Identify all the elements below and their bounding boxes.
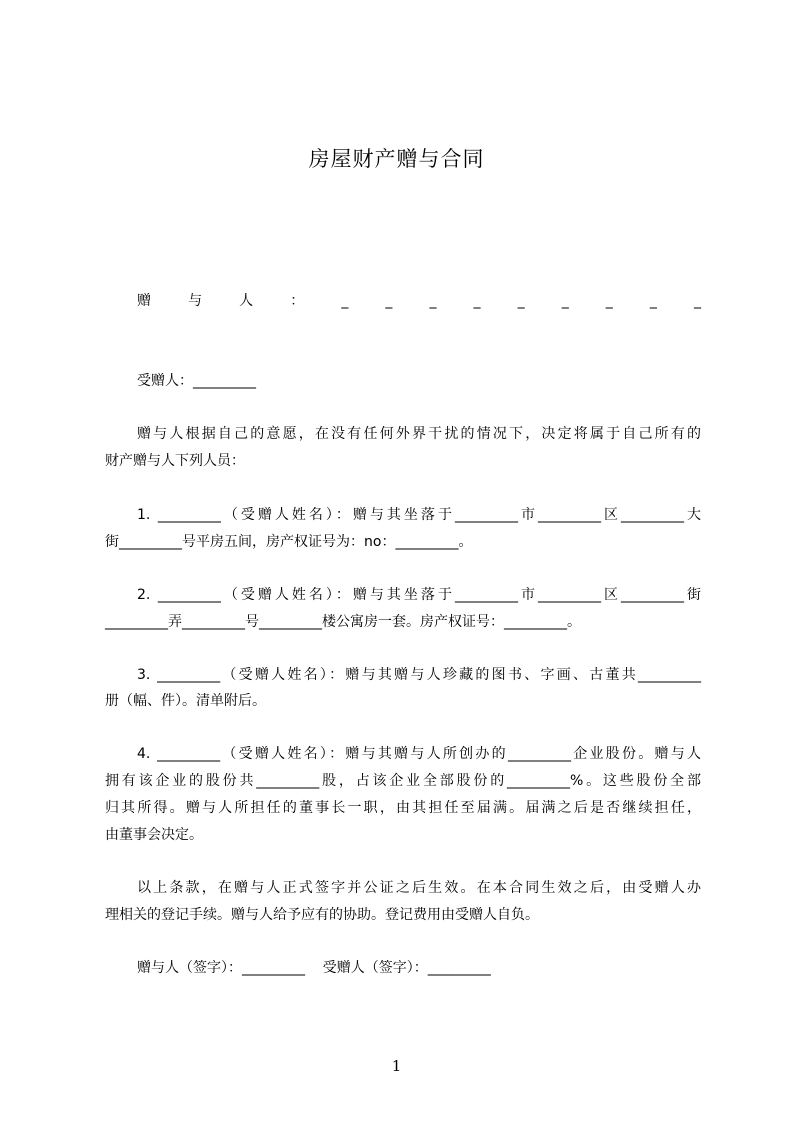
donor-blank: _ [517,293,525,309]
effect-line-1: 以上条款，在赠与人正式签字并公证之后生效。在本合同生效之后，由受赠人办 [137,880,701,896]
donor-blank: _ [385,293,393,309]
item1-line-1: 1. _________（受赠人姓名）：赠与其坐落于_________市_________区_________大 [137,507,701,523]
donor-blank: _ [473,293,481,309]
signature-line: 赠与人（签字）：_________ 受赠人（签字）：_________ [137,960,491,976]
donor-blank: _ [605,293,613,309]
item4-line-4: 由董事会决定。 [105,827,203,843]
effect-line-2: 理相关的登记手续。赠与人给予应有的协助。登记费用由受赠人自负。 [105,907,539,923]
recipient-line: 受赠人：_________ [137,373,256,389]
donor-char: 人 [239,293,254,309]
item1-line-2: 街_________号平房五间，房产权证号为：no：_________。 [105,534,473,550]
item4-line-1: 4. _________（受赠人姓名）：赠与其赠与人所创办的_________企业股份。赠与人 [137,746,701,762]
item3-line-1: 3. _________（受赠人姓名）：赠与其赠与人珍藏的图书、字画、古董共_________ [137,667,701,683]
donor-char: 与 [188,293,203,309]
donor-char: ： [290,293,305,309]
document-title: 房屋财产赠与合同 [308,147,485,171]
page-number: 1 [391,1057,402,1075]
donor-line [137,292,701,310]
item3-line-2: 册（幅、件）。清单附后。 [105,693,266,709]
item4-line-3: 归其所得。赠与人所担任的董事长一职，由其担任至届满。届满之后是否继续担任， [105,800,701,816]
item4-line-2: 拥有该企业的股份共_________股，占该企业全部股份的_________%。这些股份全部 [105,773,701,789]
donor-blank: _ [693,293,701,309]
donor-blank: _ [649,293,657,309]
donor-blank: _ [341,293,349,309]
intro-line-2: 财产赠与人下列人员： [105,453,245,469]
intro-line-1: 赠与人根据自己的意愿，在没有任何外界干扰的情况下，决定将属于自己所有的 [137,426,701,442]
donor-char: 赠 [137,293,151,309]
item2-line-1: 2. _________（受赠人姓名）：赠与其坐落于_________市_________区_________街 [137,587,701,603]
donor-blank: _ [429,293,437,309]
item2-line-2: _________弄_________号_________楼公寓房一套。房产权证号：_________。 [105,614,581,630]
donor-blank: _ [561,293,569,309]
